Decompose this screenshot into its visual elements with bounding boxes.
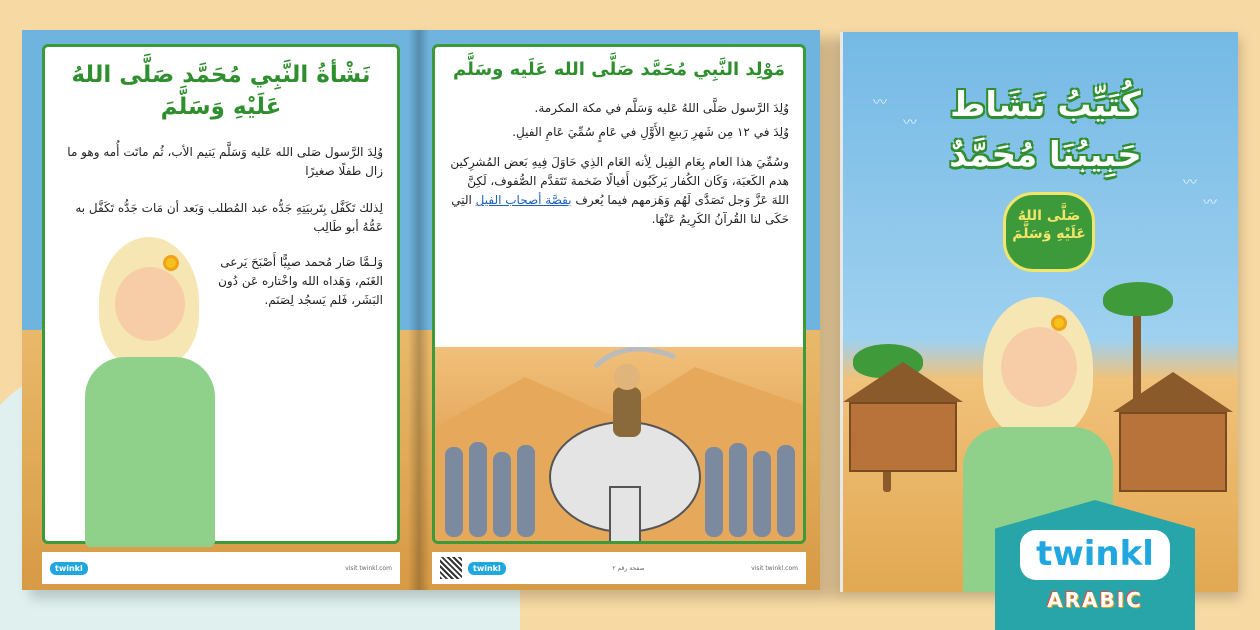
paragraph-3: وَلـمَّا صَار مُحمد صبِيًّا أَصْبَحَ يَرعى الغَنَم، وَهَداه الله واخْتاره عَن دُون البَشَر، فَلم يَسجُد لِصَنَم. xyxy=(218,255,383,307)
hut-icon xyxy=(849,402,957,472)
footer-site: visit twinkl.com xyxy=(345,564,392,572)
twinkl-mini-logo: twinkl xyxy=(468,562,506,575)
twinkl-logo: twinkl xyxy=(1020,530,1170,580)
bird-icon: 〰 xyxy=(873,95,887,111)
booklet-page-right xyxy=(418,30,820,590)
girl-illustration-icon xyxy=(85,237,215,537)
text-card-right xyxy=(432,44,806,544)
paragraph-1: وُلِدَ الرَّسول صَلَّى اللهُ عَليه وَسَلَّم في مكة المكرمة. xyxy=(534,101,789,115)
page-footer xyxy=(432,552,806,584)
page-title: مَوْلِد النَّبِي مُحَمَّد صَلَّى الله عَلَيه وسَلَّم xyxy=(452,59,785,80)
paragraph-1: وُلِدَ الرَّسول صَلى الله عَليه وَسَلَّم يَتيم الأب، ثُم ماتَت أُمه وهو ما زال طفلًا صغيرًا xyxy=(67,145,383,178)
page-number: صفحة رقم ٢ xyxy=(612,564,645,572)
footer-logos xyxy=(440,557,506,579)
book-spine xyxy=(408,30,430,590)
paragraph-2: وُلِدَ في ١٢ مِن شَهرِ رَبيعِ الأَوَّلِ في عَامٍ سُمِّيَ عَامِ الفيلِ. xyxy=(512,125,789,139)
salawat-calligraphy: صَلَّى اللهُ عَلَيْهِ وَسَلَّمَ xyxy=(1003,192,1095,272)
hut-roof-icon xyxy=(843,362,963,402)
elephant-army-scene xyxy=(435,347,803,544)
page-title: نَشْأةُ النَّبِي مُحَمَّد صَلَّى اللهُ عَلَيْهِ وَسَلَّمَ xyxy=(71,62,371,120)
booklet-page-left xyxy=(22,30,418,590)
bird-icon: 〰 xyxy=(1203,195,1217,211)
story-link[interactable]: بقصَّة أصحاب الفيل xyxy=(475,193,572,207)
elephant-army-illustration-icon xyxy=(435,347,806,544)
bird-icon: 〰 xyxy=(1183,175,1197,191)
paragraph-3 xyxy=(449,153,789,229)
cover-title-line-2: حَبِيبُنَا مُحَمَّدٌ xyxy=(949,135,1142,175)
page-footer xyxy=(42,552,400,584)
paragraph-3-end: التِي حَكَى لنا القُرآنُ الكَرِيمُ عَنْهَا. xyxy=(451,193,789,226)
text-card-left xyxy=(42,44,400,544)
hut-icon xyxy=(1119,412,1227,492)
bird-icon: 〰 xyxy=(903,115,917,131)
palm-leaves-icon xyxy=(1103,282,1173,316)
cover-title xyxy=(863,80,1228,180)
arabic-brand-label: ARABIC xyxy=(1047,588,1143,612)
paragraph-3-text: وسُمِّيَ هذا العام بِعَام الفِيل لِأنه العَام الذِي حَاوَلَ فِيهِ بَعض المُشرِكين هدم الكَعبَة، وَكَان الكُفار يَركَبُون أَفيالًا ضَخمة تَتَقدَّم الصُّفوف، لَكِنَّ اللهَ عَزَّ وَجل تَصَدَّى لَهُم وَهَزمهم فيما يُعرف xyxy=(450,155,789,207)
footer-site: visit twinkl.com xyxy=(751,564,798,572)
cover-title-line-1: كُتَيِّبُ نَشَاط xyxy=(950,85,1141,125)
hut-roof-icon xyxy=(1113,372,1233,412)
twinkl-mini-logo: twinkl xyxy=(50,562,88,575)
qr-code-icon xyxy=(440,557,462,579)
booklet-cover xyxy=(840,32,1238,592)
paragraph-2: لِذلك تَكَفَّل بِتَربيَتِهِ جَدُّه عبد المُطلب وَبَعد أن مَات جَدُّه تَكَفَّل به عَمُّهُ أبو طَالِب xyxy=(75,201,383,234)
